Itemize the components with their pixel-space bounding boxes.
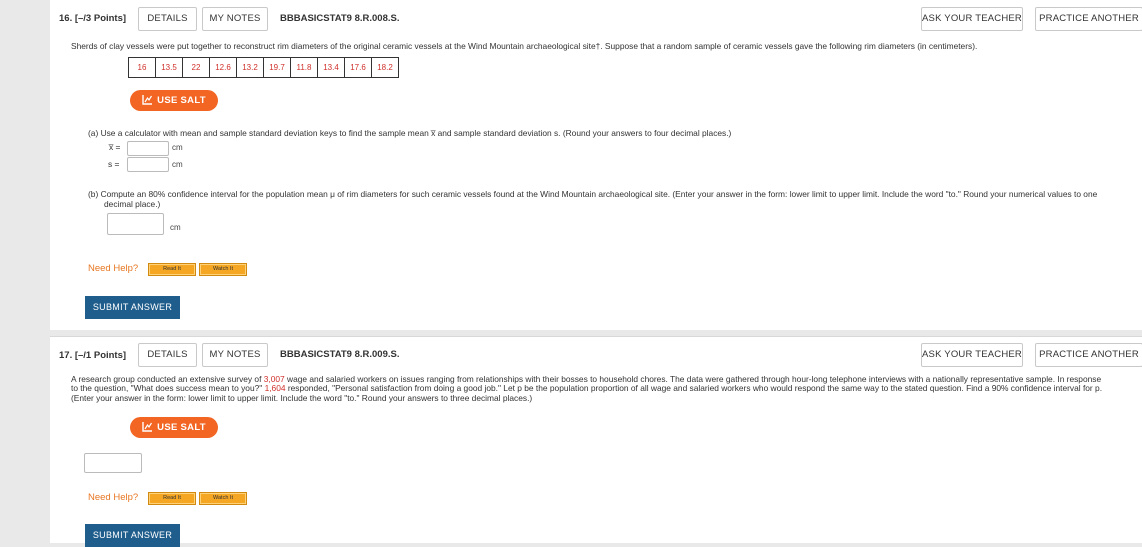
s-unit: cm: [172, 160, 183, 169]
question-17-panel: [50, 336, 1142, 543]
s-label: s =: [108, 159, 120, 169]
rim-value: 13.4: [318, 58, 345, 78]
rim-value: 19.7: [264, 58, 291, 78]
problem-code: BBBASICSTAT9 8.R.009.S.: [280, 349, 400, 360]
need-help-label: Need Help?: [88, 492, 139, 503]
question-text-line-2: [71, 383, 1102, 393]
rim-value: 12.6: [210, 58, 237, 78]
question-text: to the question, "What does success mean to you?": [71, 383, 265, 393]
question-17-header: [50, 337, 1142, 371]
submit-answer-button[interactable]: SUBMIT ANSWER: [85, 296, 180, 319]
question-intro: Sherds of clay vessels were put together to reconstruct rim diameters of the original ceramic vessels at the Wind Mountain archaeological site†. Suppose that a random sample of ceramic vessels gave the following rim diameters (in centimeters).: [71, 41, 978, 51]
rim-value: 13.2: [237, 58, 264, 78]
ask-teacher-button[interactable]: ASK YOUR TEACHER: [921, 343, 1023, 367]
need-help-label: Need Help?: [88, 263, 139, 274]
rim-diameter-table: [128, 57, 399, 78]
part-b-prompt: (b) Compute an 80% confidence interval for the population mean μ of rim diameters for such ceramic vessels found at the Wind Mountain archaeological site. (Enter your answer in the form: lower limit to upper limit. Include the word "to." Round your numerical values to one: [88, 189, 1098, 199]
part-b-prompt-cont: decimal place.): [104, 199, 161, 209]
my-notes-button[interactable]: MY NOTES: [202, 7, 268, 31]
part-a-prompt: (a) Use a calculator with mean and sample standard deviation keys to find the sample mean x̅ and sample standard deviation s. (Round your answers to four decimal places.): [88, 128, 732, 138]
answer-input[interactable]: [84, 453, 142, 473]
rim-value: 16: [129, 58, 156, 78]
question-text-line-3: (Enter your answer in the form: lower limit to upper limit. Include the word "to." Round your answers to three decimal places.): [71, 393, 533, 403]
interval-unit: cm: [170, 223, 181, 232]
highlighted-number: 1,604: [264, 383, 286, 393]
xbar-label: x̅ =: [109, 142, 121, 152]
question-number: 17. [–/1 Points]: [59, 350, 127, 361]
xbar-input[interactable]: [127, 141, 169, 156]
practice-another-button[interactable]: PRACTICE ANOTHER: [1035, 7, 1142, 31]
salt-chart-icon: [142, 94, 153, 105]
watch-it-button[interactable]: Watch It: [199, 263, 247, 276]
rim-value: 18.2: [372, 58, 399, 78]
rim-value: 17.6: [345, 58, 372, 78]
practice-another-button[interactable]: PRACTICE ANOTHER: [1035, 343, 1142, 367]
ask-teacher-button[interactable]: ASK YOUR TEACHER: [921, 7, 1023, 31]
s-input[interactable]: [127, 157, 169, 172]
details-button[interactable]: DETAILS: [138, 343, 197, 367]
rim-value: 13.5: [156, 58, 183, 78]
interval-input[interactable]: [107, 213, 164, 235]
salt-chart-icon: [142, 421, 153, 432]
xbar-unit: cm: [172, 143, 183, 152]
read-it-button[interactable]: Read It: [148, 492, 196, 505]
question-text: responded, "Personal satisfaction from doing a good job." Let p be the population proportion of all wage and salaried workers who would respond the same way to the stated question. Find a 90% confidence interval for p.: [285, 383, 1103, 393]
use-salt-label: USE SALT: [157, 95, 206, 106]
use-salt-button[interactable]: [130, 90, 218, 111]
read-it-button[interactable]: Read It: [148, 263, 196, 276]
question-text: A research group conducted an extensive survey of: [71, 374, 264, 384]
rim-value: 22: [183, 58, 210, 78]
rim-value: 11.8: [291, 58, 318, 78]
highlighted-number: 3,007: [263, 374, 285, 384]
use-salt-label: USE SALT: [157, 422, 206, 433]
submit-answer-button[interactable]: SUBMIT ANSWER: [85, 524, 180, 547]
watch-it-button[interactable]: Watch It: [199, 492, 247, 505]
question-number: 16. [–/3 Points]: [59, 13, 127, 24]
question-16-header: [50, 0, 1142, 34]
question-text: wage and salaried workers on issues ranging from relationships with their bosses to household chores. The data were gathered through hour-long telephone interviews with a nationally representative sample. In response: [284, 374, 1102, 384]
question-16-panel: [50, 0, 1142, 330]
use-salt-button[interactable]: [130, 417, 218, 438]
details-button[interactable]: DETAILS: [138, 7, 197, 31]
problem-code: BBBASICSTAT9 8.R.008.S.: [280, 13, 400, 24]
my-notes-button[interactable]: MY NOTES: [202, 343, 268, 367]
